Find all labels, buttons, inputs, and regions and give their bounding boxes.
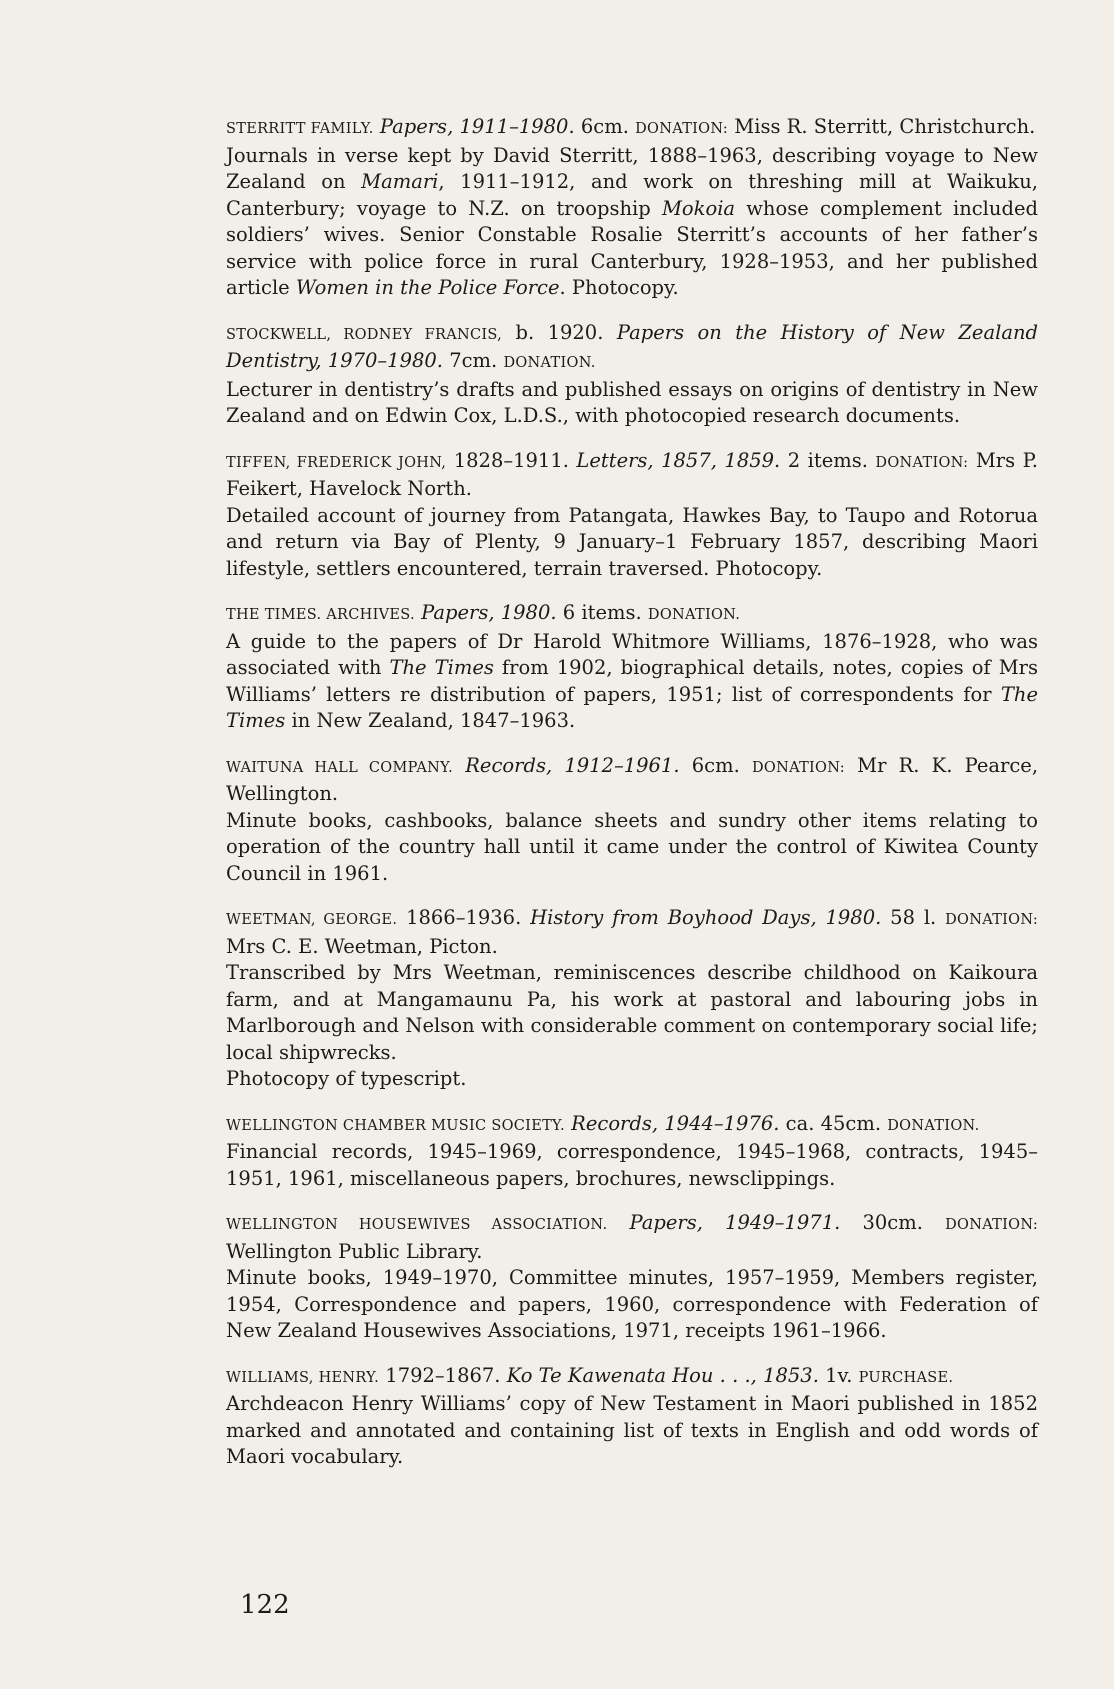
entry-title: Letters, 1857, 1859. [576,448,781,472]
catalogue-entry [226,1363,1038,1471]
entry-title: Papers, 1911–1980. [379,115,575,138]
entry-description-italic: Mokoia [661,196,736,220]
entry-acquisition-type: DONATION: [945,1217,1039,1233]
entry-title: History from Boyhood Days, 1980. [530,906,882,929]
entry-description-text: Financial records, 1945–1969, correspondence, 1945–1968, contracts, 1945–1951, 1961, miscellaneous papers, brochures, newsclippings. [226,1140,1038,1190]
catalogue-entry [226,1111,1038,1193]
entry-description [226,1391,1038,1471]
entry-description-text: from 1902, biographical details, notes, copies of Mrs Williams’ letters re distribution of papers, 1951; list of correspondents for [226,656,1038,706]
entry-acquisition-type: DONATION: [875,454,969,471]
page-number: 122 [240,1590,290,1620]
entry-name: WELLINGTON CHAMBER MUSIC SOCIETY. [226,1117,565,1134]
entry-description [226,503,1038,583]
entry-description-text: Lecturer in dentistry’s drafts and published essays on origins of dentistry in New Zealand and on Edwin Cox, L.D.S., with photocopied research documents. [226,377,1038,427]
entry-name: TIFFEN, FREDERICK JOHN, [226,454,447,471]
entry-description-italic: Mamari [361,170,439,193]
entry-heading [226,448,1038,503]
entry-dates: b. 1920. [515,320,604,344]
entry-acquisition-type: DONATION: [635,121,729,137]
entry-description-text: whose complement included soldiers’ wives. Senior Constable Rosalie Sterritt’s accounts of her father’s service with police force in rural Canterbury, 1928–1953, and her published article [226,196,1038,299]
entry-description-text: in New Zealand, 1847–1963. [285,709,576,732]
entry-acquisition-detail: Mrs P. Feikert, Havelock North. [226,448,1038,500]
entry-title: Papers, 1980. [421,601,557,624]
entry-name: WAITUNA HALL COMPANY. [226,759,454,776]
catalogue-entry [226,448,1038,583]
catalogue-entry [226,114,1038,302]
entry-name: STERRITT FAMILY. [226,121,374,137]
entry-description-text: A guide to the papers of Dr Harold Whitmore Williams, 1876–1928, who was associated with [226,629,1038,679]
catalogue-entry [226,905,1038,1093]
entry-description [226,143,1038,302]
entry-extent: 7cm. [449,349,498,372]
entry-dates: 1828–1911. [453,448,569,472]
entry-extent: 6cm. [580,115,629,138]
entry-extent: 58 l. [890,906,937,929]
entry-description [226,1265,1038,1345]
entry-title: Papers, 1949–1971. [629,1211,841,1234]
entry-description-text: Minute books, 1949–1970, Committee minutes, 1957–1959, Members register, 1954, Correspondence and papers, 1960, correspondence with Federation of New Zealand Housewives Associations, 1971, receipts 1961–1966. [226,1266,1038,1342]
catalogue-entry [226,600,1038,735]
entry-acquisition-type: DONATION. [503,355,596,371]
entry-title: Records, 1944–1976. [571,1111,780,1135]
entry-heading [226,320,1038,377]
entries-list [226,114,1038,1489]
entry-description [226,808,1038,888]
entry-description-text: Minute books, cashbooks, balance sheets and sundry other items relating to operation of the country hall until it came under the control of Kiwitea County Council in 1961. [226,808,1038,885]
entry-acquisition-type: DONATION: [751,759,845,776]
entry-acquisition-type: DONATION: [945,912,1039,928]
entry-name: WEETMAN, GEORGE. [226,912,398,928]
entry-description [226,629,1038,735]
entry-heading [226,114,1038,143]
entry-title: Records, 1912–1961. [465,753,680,777]
entry-acquisition-detail: Miss R. Sterritt, Christchurch. [734,115,1036,138]
entry-heading [226,905,1038,960]
entry-description-text: . Photocopy. [559,276,679,299]
entry-extent: 6cm. [691,753,740,777]
entry-dates: 1866–1936. [406,906,522,929]
catalogue-entry [226,753,1038,888]
entry-description [226,960,1038,1066]
entry-description [226,1139,1038,1192]
entry-description-text: Detailed account of journey from Patangata, Hawkes Bay, to Taupo and Rotorua and return via Bay of Plenty, 9 January–1 February 1857, describing Maori lifestyle, settlers encountered, terrain traversed. Photocopy. [226,503,1038,580]
entry-extent: ca. 45cm. [785,1111,882,1135]
entry-name: STOCKWELL, RODNEY FRANCIS, [226,326,503,343]
entry-name: WELLINGTON HOUSEWIVES ASSOCIATION. [226,1217,608,1233]
entry-name: WILLIAMS, HENRY. [226,1369,380,1386]
entry-extent: 6 items. [562,601,642,624]
entry-acquisition-detail: Mr R. K. Pearce, Wellington. [226,753,1039,805]
entry-heading [226,600,1038,629]
entry-heading [226,753,1038,808]
entry-acquisition-type: PURCHASE. [858,1369,954,1386]
catalogue-entry [226,1210,1038,1345]
entry-extent: 30cm. [862,1211,923,1234]
entry-extent: 1v. [825,1363,853,1387]
entry-acquisition-type: DONATION. [647,607,741,623]
catalogue-entry [226,320,1038,430]
entry-dates: 1792–1867. [385,1363,501,1387]
entry-title: Ko Te Kawenata Hou . . ., 1853. [506,1363,819,1387]
entry-description-italic: The Times [226,682,1038,732]
entry-description-text: Transcribed by Mrs Weetman, reminiscences describe childhood on Kaikoura farm, and at Mangamaunu Pa, his work at pastoral and labouring jobs in Marlborough and Nelson with considerable comment on contemporary social life; local shipwrecks. [226,961,1038,1064]
entry-heading [226,1363,1038,1392]
entry-description-italic: The Times [389,656,494,679]
entry-note: Photocopy of typescript. [226,1067,467,1090]
entry-description-text: Journals in verse kept by David Sterritt, 1888–1963, describing voyage to New Zealand on [226,143,1038,193]
entry-description-text: , 1911–1912, and work on threshing mill at Waikuku, Canterbury; voyage to N.Z. on troopship [226,170,1038,220]
entry-acquisition-type: DONATION. [887,1117,980,1134]
entry-heading [226,1210,1038,1265]
entry-heading [226,1111,1038,1140]
entry-acquisition-detail: Mrs C. E. Weetman, Picton. [226,934,498,958]
entry-acquisition-detail: Wellington Public Library. [226,1239,483,1263]
entry-description-text: Archdeacon Henry Williams’ copy of New Testament in Maori published in 1852 marked and annotated and containing list of texts in English and odd words of Maori vocabulary. [226,1392,1038,1468]
entry-extent: 2 items. [787,448,868,472]
entry-description-italic: Women in the Police Force [295,276,560,299]
entry-title: Papers on the History of New Zealand Dentistry, 1970–1980. [226,320,1038,372]
entry-description [226,377,1038,430]
entry-name: THE TIMES. ARCHIVES. [226,607,415,623]
